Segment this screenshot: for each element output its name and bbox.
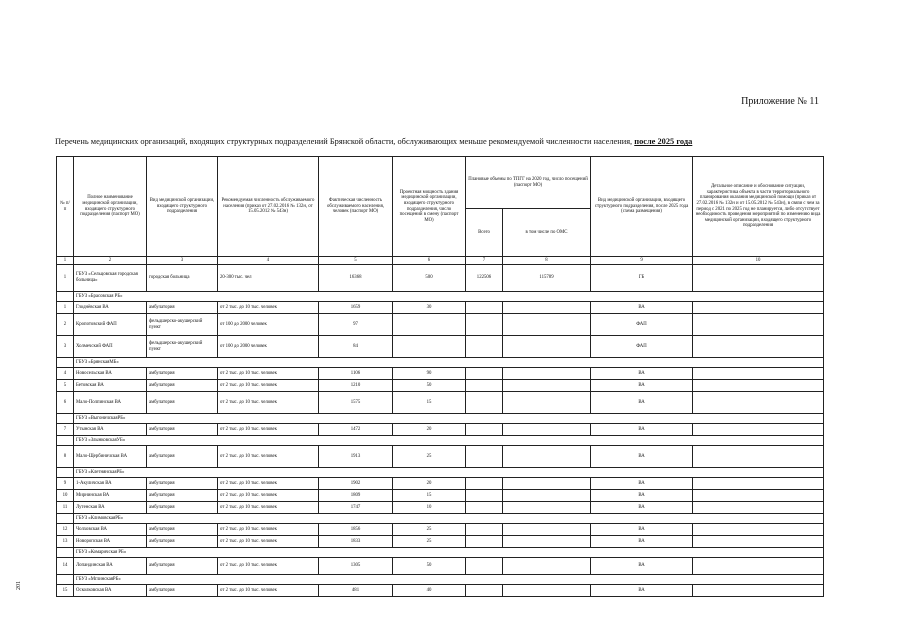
org-header-row xyxy=(57,514,824,524)
table-row xyxy=(57,446,824,468)
cell-planned-total: 122506 xyxy=(466,265,503,292)
document-title xyxy=(55,137,825,146)
cell-capacity: 25 xyxy=(393,446,466,468)
cell-capacity: 500 xyxy=(393,265,466,292)
cell-no: 7 xyxy=(57,424,74,436)
column-number: 6 xyxy=(393,257,466,265)
cell-type: амбулатория xyxy=(147,302,218,314)
cell-actual: 1913 xyxy=(319,446,393,468)
cell-type: амбулатория xyxy=(147,424,218,436)
cell-name: Глоднёвская ВА xyxy=(74,302,147,314)
cell-recommended: от 2 тыс. до 10 тыс. человек xyxy=(218,490,319,502)
cell-recommended: от 100 до 2000 человек xyxy=(218,314,319,336)
column-number: 4 xyxy=(218,257,319,265)
table-row xyxy=(57,585,824,597)
cell-planned-total xyxy=(466,302,503,314)
cell-type: амбулатория xyxy=(147,502,218,514)
cell-type-after: ВА xyxy=(591,490,693,502)
cell-planned-oms xyxy=(503,558,591,575)
cell-type-after: ГБ xyxy=(591,265,693,292)
cell-planned-total xyxy=(466,558,503,575)
table-row xyxy=(57,478,824,490)
cell-capacity: 25 xyxy=(393,524,466,536)
cell-type-after: ВА xyxy=(591,558,693,575)
org-name: ГБУЗ «МглинскаяРБ» xyxy=(74,575,824,585)
cell-type: амбулатория xyxy=(147,490,218,502)
table-row xyxy=(57,314,824,336)
cell-planned-total xyxy=(466,392,503,414)
cell-actual: 1210 xyxy=(319,380,393,392)
cell-description xyxy=(693,490,824,502)
cell-recommended: от 2 тыс. до 10 тыс. человек xyxy=(218,558,319,575)
cell-planned-total xyxy=(466,502,503,514)
cell-no: 12 xyxy=(57,524,74,536)
header-planned: Плановые объемы по ТПГГ на 2020 год, число посещений (паспорт МО) xyxy=(466,157,591,209)
cell-planned-oms xyxy=(503,585,591,597)
cell-name: ГБУЗ «Сельцовская городская больница» xyxy=(74,265,147,292)
header-capacity: Проектная мощность здания медицинской организации, входящего структурного подразделения, число посещений в смену (паспорт МО) xyxy=(393,157,466,257)
cell-planned-total xyxy=(466,424,503,436)
cell-name: Холмечский ФАП xyxy=(74,336,147,358)
org-name: ГБУЗ «БрянскаяМБ» xyxy=(74,358,824,368)
cell-no: 2 xyxy=(57,314,74,336)
table-row xyxy=(57,536,824,548)
cell-actual: 84 xyxy=(319,336,393,358)
header-type-after: Вид медицинской организации, входящего структурного подразделения, после 2025 года (схема размещения) xyxy=(591,157,693,257)
cell-no: 13 xyxy=(57,536,74,548)
table-row xyxy=(57,558,824,575)
cell-planned-oms xyxy=(503,490,591,502)
table-row xyxy=(57,302,824,314)
cell-actual: 1575 xyxy=(319,392,393,414)
cell-type: фельдшерско-акушерский пункт xyxy=(147,314,218,336)
cell-type-after: ВА xyxy=(591,446,693,468)
header-planned-oms: в том числе по ОМС xyxy=(503,209,591,257)
cell-actual: 1856 xyxy=(319,524,393,536)
cell-actual: 1659 xyxy=(319,302,393,314)
cell-type: амбулатория xyxy=(147,585,218,597)
cell-no: 3 xyxy=(57,336,74,358)
org-name: ГБУЗ «ЗлынковскаяУБ» xyxy=(74,436,824,446)
org-header-row xyxy=(57,575,824,585)
column-numbers-row xyxy=(57,257,824,265)
cell-planned-total xyxy=(466,490,503,502)
cell-name: Осколковская ВА xyxy=(74,585,147,597)
cell-description xyxy=(693,336,824,358)
cell-description xyxy=(693,392,824,414)
cell-name: Новосельская ВА xyxy=(74,368,147,380)
cell-capacity: 20 xyxy=(393,478,466,490)
cell-recommended: от 2 тыс. до 10 тыс. человек xyxy=(218,380,319,392)
column-number: 3 xyxy=(147,257,218,265)
header-planned-total: Всего xyxy=(466,209,503,257)
column-number: 9 xyxy=(591,257,693,265)
column-number: 5 xyxy=(319,257,393,265)
cell-no: 8 xyxy=(57,446,74,468)
cell-description xyxy=(693,424,824,436)
cell-type-after: ВА xyxy=(591,424,693,436)
cell-description xyxy=(693,380,824,392)
cell-type: городская больница xyxy=(147,265,218,292)
cell-recommended: от 2 тыс. до 10 тыс. человек xyxy=(218,478,319,490)
cell-no: 9 xyxy=(57,478,74,490)
cell-type: амбулатория xyxy=(147,446,218,468)
header-actual: Фактическая численность обслуживаемого населения, человек (паспорт МО) xyxy=(319,157,393,257)
cell-planned-oms xyxy=(503,502,591,514)
cell-planned-oms xyxy=(503,368,591,380)
empty-cell xyxy=(57,514,74,524)
cell-name: Лопандинская ВА xyxy=(74,558,147,575)
cell-actual: 97 xyxy=(319,314,393,336)
cell-type-after: ФАП xyxy=(591,314,693,336)
cell-actual: 1472 xyxy=(319,424,393,436)
cell-planned-total xyxy=(466,524,503,536)
cell-type: амбулатория xyxy=(147,524,218,536)
cell-capacity: 25 xyxy=(393,536,466,548)
table-row xyxy=(57,336,824,358)
column-number: 7 xyxy=(466,257,503,265)
cell-type: амбулатория xyxy=(147,368,218,380)
cell-capacity: 15 xyxy=(393,490,466,502)
org-name: ГБУЗ «КлимовскаяРБ» xyxy=(74,514,824,524)
cell-actual: 481 xyxy=(319,585,393,597)
cell-no: 14 xyxy=(57,558,74,575)
cell-type-after: ВА xyxy=(591,536,693,548)
cell-planned-oms xyxy=(503,536,591,548)
org-name: ГБУЗ «Комаричская РБ» xyxy=(74,548,824,558)
header-no: № п/п xyxy=(57,157,74,257)
cell-planned-total xyxy=(466,585,503,597)
cell-type-after: ВА xyxy=(591,585,693,597)
cell-name: Чолховская ВА xyxy=(74,524,147,536)
cell-type-after: ВА xyxy=(591,302,693,314)
cell-name: Мало-Полпинская ВА xyxy=(74,392,147,414)
cell-capacity: 40 xyxy=(393,585,466,597)
cell-planned-total xyxy=(466,380,503,392)
cell-type: амбулатория xyxy=(147,380,218,392)
cell-recommended: от 2 тыс. до 10 тыс. человек xyxy=(218,585,319,597)
org-name: ГБУЗ «КлетнянскаяРБ» xyxy=(74,468,824,478)
cell-name: Бетовская ВА xyxy=(74,380,147,392)
cell-recommended: от 2 тыс. до 10 тыс. человек xyxy=(218,392,319,414)
cell-recommended: 20-300 тыс. чел xyxy=(218,265,319,292)
table-row xyxy=(57,524,824,536)
empty-cell xyxy=(57,436,74,446)
cell-planned-oms xyxy=(503,424,591,436)
empty-cell xyxy=(57,468,74,478)
cell-description xyxy=(693,536,824,548)
cell-no: 10 xyxy=(57,490,74,502)
cell-description xyxy=(693,302,824,314)
cell-actual: 1902 xyxy=(319,478,393,490)
cell-description xyxy=(693,368,824,380)
cell-planned-oms xyxy=(503,314,591,336)
header-recommended: Рекомендуемая численность обслуживаемого населения (приказ от 27.02.2016 № 132н, от 15.05.2012 № 543н) xyxy=(218,157,319,257)
org-header-row xyxy=(57,358,824,368)
cell-no: 4 xyxy=(57,368,74,380)
appendix-label: Приложение № 11 xyxy=(741,96,819,107)
org-header-row xyxy=(57,436,824,446)
cell-recommended: от 2 тыс. до 10 тыс. человек xyxy=(218,524,319,536)
cell-name: Новоропская ВА xyxy=(74,536,147,548)
table-row xyxy=(57,265,824,292)
cell-name: Лутенская ВА xyxy=(74,502,147,514)
cell-type: амбулатория xyxy=(147,558,218,575)
table-row xyxy=(57,424,824,436)
cell-planned-oms xyxy=(503,478,591,490)
cell-name: Кропотовский ФАП xyxy=(74,314,147,336)
cell-type-after: ВА xyxy=(591,368,693,380)
cell-type: амбулатория xyxy=(147,478,218,490)
cell-recommended: от 2 тыс. до 10 тыс. человек xyxy=(218,302,319,314)
cell-recommended: от 2 тыс. до 10 тыс. человек xyxy=(218,502,319,514)
cell-type: амбулатория xyxy=(147,392,218,414)
cell-no: 1 xyxy=(57,265,74,292)
cell-type: амбулатория xyxy=(147,536,218,548)
cell-description xyxy=(693,314,824,336)
cell-planned-total xyxy=(466,536,503,548)
cell-planned-oms xyxy=(503,446,591,468)
cell-capacity xyxy=(393,314,466,336)
cell-capacity xyxy=(393,336,466,358)
registry-table xyxy=(56,156,824,597)
empty-cell xyxy=(57,548,74,558)
cell-capacity: 50 xyxy=(393,380,466,392)
title-emphasis: после 2025 года xyxy=(634,137,693,146)
cell-actual: 1833 xyxy=(319,536,393,548)
table-row xyxy=(57,380,824,392)
cell-recommended: от 2 тыс. до 10 тыс. человек xyxy=(218,446,319,468)
empty-cell xyxy=(57,292,74,302)
cell-planned-total xyxy=(466,314,503,336)
cell-capacity: 50 xyxy=(393,558,466,575)
cell-capacity: 10 xyxy=(393,502,466,514)
cell-description xyxy=(693,524,824,536)
table-row xyxy=(57,392,824,414)
cell-capacity: 90 xyxy=(393,368,466,380)
cell-planned-total xyxy=(466,446,503,468)
cell-planned-total xyxy=(466,368,503,380)
empty-cell xyxy=(57,358,74,368)
cell-no: 15 xyxy=(57,585,74,597)
cell-actual: 1305 xyxy=(319,558,393,575)
empty-cell xyxy=(57,575,74,585)
org-header-row xyxy=(57,468,824,478)
cell-recommended: от 2 тыс. до 10 тыс. человек xyxy=(218,536,319,548)
cell-planned-oms xyxy=(503,524,591,536)
org-name: ГБУЗ «Брасовская РБ» xyxy=(74,292,824,302)
cell-name: Мало-Щербиничская ВА xyxy=(74,446,147,468)
cell-type-after: ВА xyxy=(591,524,693,536)
cell-capacity: 30 xyxy=(393,302,466,314)
cell-description xyxy=(693,502,824,514)
cell-actual: 1809 xyxy=(319,490,393,502)
cell-description xyxy=(693,446,824,468)
table-body xyxy=(57,265,824,597)
cell-planned-total xyxy=(466,478,503,490)
org-name: ГБУЗ «ВыгоничскаяРБ» xyxy=(74,414,824,424)
cell-actual: 1106 xyxy=(319,368,393,380)
cell-description xyxy=(693,585,824,597)
cell-name: 1-Акуличская ВА xyxy=(74,478,147,490)
cell-planned-oms xyxy=(503,302,591,314)
cell-planned-total xyxy=(466,336,503,358)
cell-no: 6 xyxy=(57,392,74,414)
org-header-row xyxy=(57,292,824,302)
cell-recommended: от 100 до 2000 человек xyxy=(218,336,319,358)
page-number: 201 xyxy=(16,581,22,590)
cell-name: Утынская ВА xyxy=(74,424,147,436)
cell-planned-oms xyxy=(503,392,591,414)
header-name: Полное наименование медицинской организации, входящего структурного подразделения (паспорт МО) xyxy=(74,157,147,257)
cell-type: фельдшерско-акушерский пункт xyxy=(147,336,218,358)
cell-actual: 16368 xyxy=(319,265,393,292)
cell-recommended: от 2 тыс. до 10 тыс. человек xyxy=(218,424,319,436)
cell-type-after: ВА xyxy=(591,502,693,514)
column-number: 8 xyxy=(503,257,591,265)
cell-type-after: ФАП xyxy=(591,336,693,358)
cell-name: Мирнинская ВА xyxy=(74,490,147,502)
cell-recommended: от 2 тыс. до 10 тыс. человек xyxy=(218,368,319,380)
cell-description xyxy=(693,265,824,292)
cell-capacity: 20 xyxy=(393,424,466,436)
cell-type-after: ВА xyxy=(591,392,693,414)
org-header-row xyxy=(57,548,824,558)
title-main: Перечень медицинских организаций, входящих структурных подразделений Брянской области, обслуживающих меньше рекомендуемой численности населения, xyxy=(55,137,633,146)
cell-no: 5 xyxy=(57,380,74,392)
header-description: Детальное описание и обоснование ситуации, характеристика объекта в части территориального планирования оказания медицинской помощи (приказ от 27.02.2016 № 132н и от 15.05.2012 № 543н), в связи с чем за период с 2021 по 2025 год не планируется, либо отсутствует необходимость проведения мероприятий по изменению вида медицинской организации, входящего структурного подразделения xyxy=(693,157,824,257)
column-number: 2 xyxy=(74,257,147,265)
column-number: 1 xyxy=(57,257,74,265)
cell-no: 11 xyxy=(57,502,74,514)
column-number: 10 xyxy=(693,257,824,265)
empty-cell xyxy=(57,414,74,424)
org-header-row xyxy=(57,414,824,424)
table-row xyxy=(57,502,824,514)
cell-actual: 1747 xyxy=(319,502,393,514)
cell-type-after: ВА xyxy=(591,380,693,392)
cell-description xyxy=(693,478,824,490)
cell-planned-oms: 115789 xyxy=(503,265,591,292)
cell-type-after: ВА xyxy=(591,478,693,490)
cell-no: 1 xyxy=(57,302,74,314)
header-type: Вид медицинской организации, входящего структурного подразделения xyxy=(147,157,218,257)
cell-description xyxy=(693,558,824,575)
table-row xyxy=(57,368,824,380)
cell-planned-oms xyxy=(503,336,591,358)
cell-capacity: 15 xyxy=(393,392,466,414)
table-row xyxy=(57,490,824,502)
cell-planned-oms xyxy=(503,380,591,392)
